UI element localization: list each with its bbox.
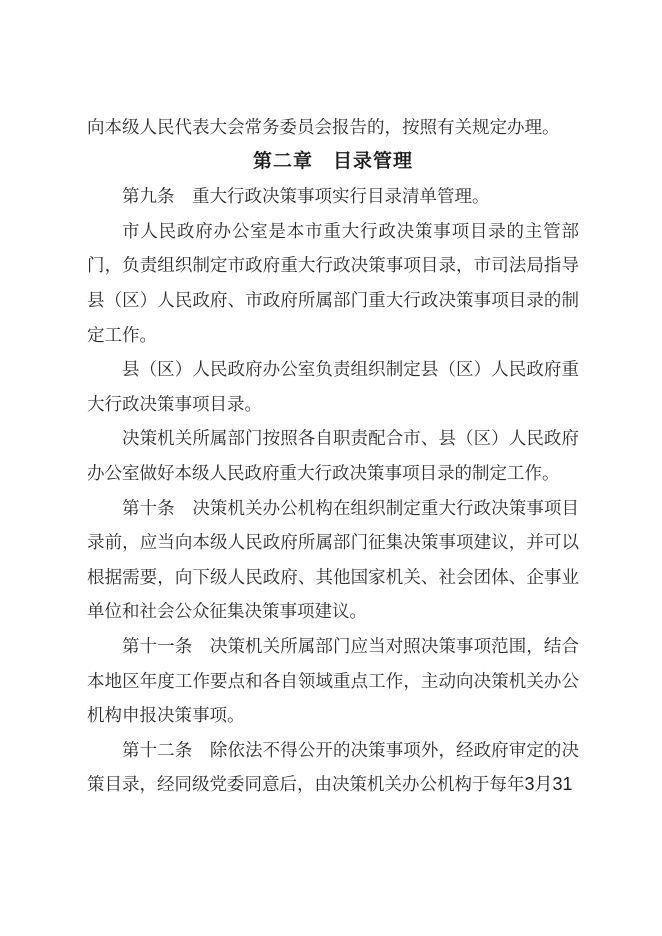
article-12-paragraph — [87, 733, 579, 802]
chapter-heading: 第二章 目录管理 — [252, 150, 413, 172]
article-9-detail-paragraph-departments: 决策机关所属部门按照各自职责配合市、县（区）人民政府办公室做好本级人民政府重大行政决策事项目录的制定工作。 — [87, 428, 579, 483]
article-12-text: 第十二条 除依法不得公开的决策事项外，经政府审定的决策目录，经同级党委同意后，由决策机关办公机构于每年 — [87, 739, 579, 795]
article-9-detail-paragraph-county: 县（区）人民政府办公室负责组织制定县（区）人民政府重大行政决策事项目录。 — [87, 359, 579, 414]
continuation-paragraph: 向本级人民代表大会常务委员会报告的，按照有关规定办理。 — [87, 117, 560, 137]
article-12-date-fragment: 3月31 — [524, 774, 573, 795]
document-content — [87, 110, 579, 802]
article-9-paragraph: 第九条 重大行政决策事项实行目录清单管理。 — [122, 186, 490, 207]
article-9-detail-paragraph-city: 市人民政府办公室是本市重大行政决策事项目录的主管部门，负责组织制定市政府重大行政决策事项目录，市司法局指导县（区）人民政府、市政府所属部门重大行政决策事项目录的制定工作。 — [87, 220, 579, 345]
article-11-paragraph: 第十一条 决策机关所属部门应当对照决策事项范围，结合本地区年度工作要点和各自领域重点工作，主动向决策机关办公机构申报决策事项。 — [87, 635, 579, 726]
article-10-paragraph: 第十条 决策机关办公机构在组织制定重大行政决策事项目录前，应当向本级人民政府所属部门征集决策事项建议，并可以根据需要，向下级人民政府、其他国家机关、社会团体、企事业单位和社会公众征集决策事项建议。 — [87, 497, 579, 622]
